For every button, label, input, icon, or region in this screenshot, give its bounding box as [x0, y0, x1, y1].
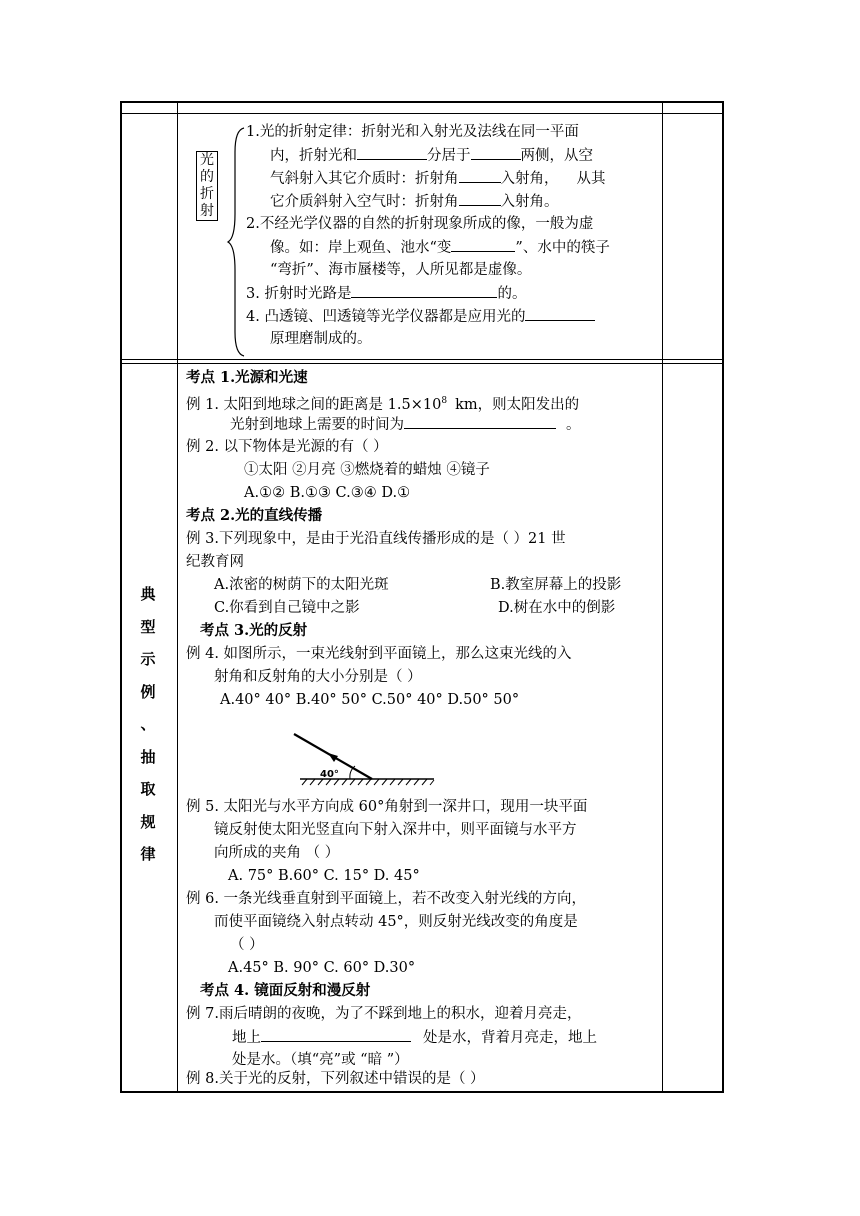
topic-heading-4: 考点 4. 镜面反射和漫反射: [200, 982, 371, 999]
example-4-line-2: 射角和反射角的大小分别是（ ）: [214, 669, 422, 685]
mirror-diagram: [288, 728, 442, 786]
answer-blank: [525, 306, 595, 321]
example-7-line-2: 地上 处是水，背着月亮走，地上: [232, 1027, 597, 1048]
example-2-question: 例 2. 以下物体是光源的有（ ）: [186, 439, 388, 455]
answer-blank: [351, 283, 497, 298]
example-5-options: A. 75° B.60° C. 15° D. 45°: [228, 868, 420, 884]
example-2-items: ①太阳 ②月亮 ③燃烧着的蜡烛 ④镜子: [244, 462, 490, 478]
answer-blank: [459, 168, 501, 183]
example-1-line-1: 例 1. 太阳到地球之间的距离是 $1.5\times 10^8$ km，则太阳发出的: [186, 396, 580, 413]
row-divider-top: [122, 113, 722, 114]
side-label-char: 、: [140, 715, 156, 733]
refraction-line-8: 3. 折射时光路是 的。: [246, 283, 526, 304]
topic-heading-2: 考点 2.光的直线传播: [186, 507, 323, 524]
answer-blank: [404, 414, 556, 429]
example-6-line-2: 而使平面镜绕入射点转动 45°，则反射光线改变的角度是: [214, 914, 578, 930]
row-divider-middle: [122, 359, 722, 364]
example-3-option-c: C.你看到自己镜中之影: [214, 600, 360, 616]
example-3-option-b: B.教室屏幕上的投影: [490, 577, 622, 593]
topic-heading-3: 考点 3.光的反射: [200, 622, 308, 639]
answer-blank: [451, 237, 515, 252]
answer-blank: [261, 1027, 411, 1042]
answer-blank: [357, 145, 427, 160]
curly-brace-icon: [226, 126, 248, 358]
side-label-char: 典: [140, 585, 156, 603]
refraction-line-3: 气斜射入其它介质时：折射角 入射角， 从其: [270, 168, 606, 189]
answer-blank: [459, 191, 501, 206]
example-3-line-2: 纪教育网: [186, 554, 244, 570]
refraction-label-char: 的: [200, 169, 214, 185]
example-7-line-1: 例 7.雨后晴朗的夜晚，为了不踩到地上的积水，迎着月亮走，: [186, 1006, 582, 1022]
example-5-line-1: 例 5. 太阳光与水平方向成 60°角射到一深井口，现用一块平面: [186, 799, 588, 815]
side-label-char: 抽: [140, 747, 156, 766]
example-4-options: A.40° 40° B.40° 50° C.50° 40° D.50° 50°: [220, 692, 520, 708]
example-6-options: A.45° B. 90° C. 60° D.30°: [228, 960, 416, 976]
example-3-option-a: A.浓密的树荫下的太阳光斑: [214, 577, 389, 593]
refraction-label-char: 折: [200, 186, 214, 202]
refraction-label-char: 射: [200, 203, 214, 219]
side-label-char: 示: [140, 650, 156, 668]
example-1-line-2: 光射到地球上需要的时间为 。: [230, 414, 581, 435]
topic-heading-1: 考点 1.光源和光速: [186, 369, 308, 386]
example-8-question: 例 8.关于光的反射，下列叙述中错误的是（ ）: [186, 1071, 485, 1087]
refraction-label-char: 光: [200, 152, 214, 168]
example-7-line-3: 处是水。（填“亮”或 “暗 ”）: [232, 1052, 409, 1068]
example-2-options: A.①② B.①③ C.③④ D.①: [244, 485, 411, 501]
answer-blank: [471, 145, 521, 160]
side-label-char: 律: [140, 845, 156, 863]
refraction-label-box: [196, 151, 218, 221]
refraction-line-9: 4. 凸透镜、凹透镜等光学仪器都是应用光的: [246, 306, 595, 327]
refraction-line-7: “弯折”、海市蜃楼等，人所见都是虚像。: [270, 262, 532, 278]
side-label-char: 规: [140, 812, 156, 831]
example-6-line-1: 例 6. 一条光线垂直射到平面镜上，若不改变入射光线的方向，: [186, 891, 587, 907]
refraction-line-5: 2.不经光学仪器的自然的折射现象所成的像，一般为虚: [246, 216, 594, 232]
example-5-line-2: 镜反射使太阳光竖直向下射入深井中，则平面镜与水平方: [214, 822, 577, 838]
column-divider-left: [177, 103, 178, 1091]
column-divider-right: [662, 103, 663, 1091]
refraction-line-6: 像。如：岸上观鱼、池水“变 ”、水中的筷子: [270, 237, 610, 258]
refraction-line-1: 1.光的折射定律：折射光和入射光及法线在同一平面: [246, 124, 579, 140]
side-label-char: 型: [140, 617, 156, 636]
example-5-line-3: 向所成的夹角 （ ）: [214, 845, 340, 861]
refraction-line-4: 它介质斜射入空气时：折射角 入射角。: [270, 191, 559, 212]
example-3-line-1: 例 3.下列现象中，是由于光沿直线传播形成的是（ ）21 世: [186, 531, 566, 547]
example-6-line-3: （ ）: [230, 937, 264, 953]
refraction-line-10: 原理磨制成的。: [270, 331, 372, 347]
examples-side-label: [138, 578, 158, 871]
refraction-line-2: 内，折射光和 分居于 两侧，从空: [270, 145, 593, 166]
example-3-option-d: D.树在水中的倒影: [498, 600, 616, 616]
side-label-char: 取: [140, 780, 156, 798]
ray-arrow-icon: [328, 753, 338, 762]
example-4-line-1: 例 4. 如图所示，一束光线射到平面镜上，那么这束光线的入: [186, 646, 572, 662]
side-label-char: 例: [140, 682, 156, 701]
angle-label: 40°: [320, 769, 339, 780]
